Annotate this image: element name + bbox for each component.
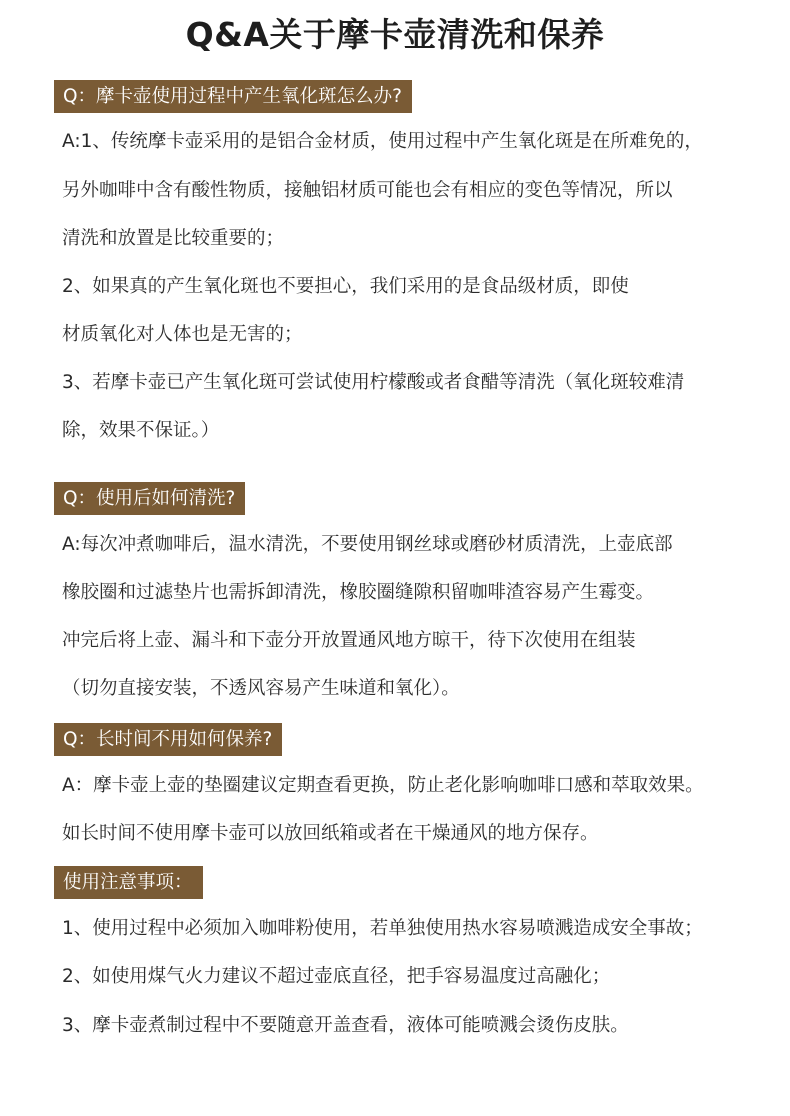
answer-line: A:每次冲煮咖啡后，温水清洗，不要使用钢丝球或磨砂材质清洗，上壶底部 bbox=[62, 534, 673, 555]
question-heading-cleaning: Q：使用后如何清洗? bbox=[54, 482, 245, 515]
answer-line: 如长时间不使用摩卡壶可以放回纸箱或者在干燥通风的地方保存。 bbox=[62, 823, 599, 844]
question-heading-storage: Q：长时间不用如何保养? bbox=[54, 723, 282, 756]
usage-note-item: 3、摩卡壶煮制过程中不要随意开盖查看，液体可能喷溅会烫伤皮肤。 bbox=[62, 1015, 629, 1036]
usage-note-item: 2、如使用煤气火力建议不超过壶底直径，把手容易温度过高融化； bbox=[62, 966, 611, 987]
answer-line: A:1、传统摩卡壶采用的是铝合金材质，使用过程中产生氧化斑是在所难免的， bbox=[62, 131, 703, 152]
answer-line: 除，效果不保证。） bbox=[62, 420, 220, 441]
page-title: Q&A关于摩卡壶清洗和保养 bbox=[185, 15, 605, 54]
answer-line: 清洗和放置是比较重要的； bbox=[62, 228, 285, 249]
answer-line: 3、若摩卡壶已产生氧化斑可尝试使用柠檬酸或者食醋等清洗（氧化斑较难清 bbox=[62, 372, 685, 393]
usage-note-item: 1、使用过程中必须加入咖啡粉使用，若单独使用热水容易喷溅造成安全事故； bbox=[62, 918, 703, 939]
answer-line: 2、如果真的产生氧化斑也不要担心，我们采用的是食品级材质，即使 bbox=[62, 276, 629, 297]
answer-line: 材质氧化对人体也是无害的； bbox=[62, 324, 303, 345]
usage-notes-heading: 使用注意事项： bbox=[54, 866, 203, 899]
answer-line: A：摩卡壶上壶的垫圈建议定期查看更换，防止老化影响咖啡口感和萃取效果。 bbox=[62, 775, 704, 796]
answer-line: 橡胶圈和过滤垫片也需拆卸清洗，橡胶圈缝隙积留咖啡渣容易产生霉变。 bbox=[62, 582, 655, 603]
answer-line: （切勿直接安装，不透风容易产生味道和氧化）。 bbox=[62, 678, 460, 699]
answer-line: 冲完后将上壶、漏斗和下壶分开放置通风地方晾干，待下次使用在组装 bbox=[62, 630, 636, 651]
answer-line: 另外咖啡中含有酸性物质，接触铝材质可能也会有相应的变色等情况，所以 bbox=[62, 180, 673, 201]
question-heading-oxidation: Q：摩卡壶使用过程中产生氧化斑怎么办? bbox=[54, 80, 412, 113]
